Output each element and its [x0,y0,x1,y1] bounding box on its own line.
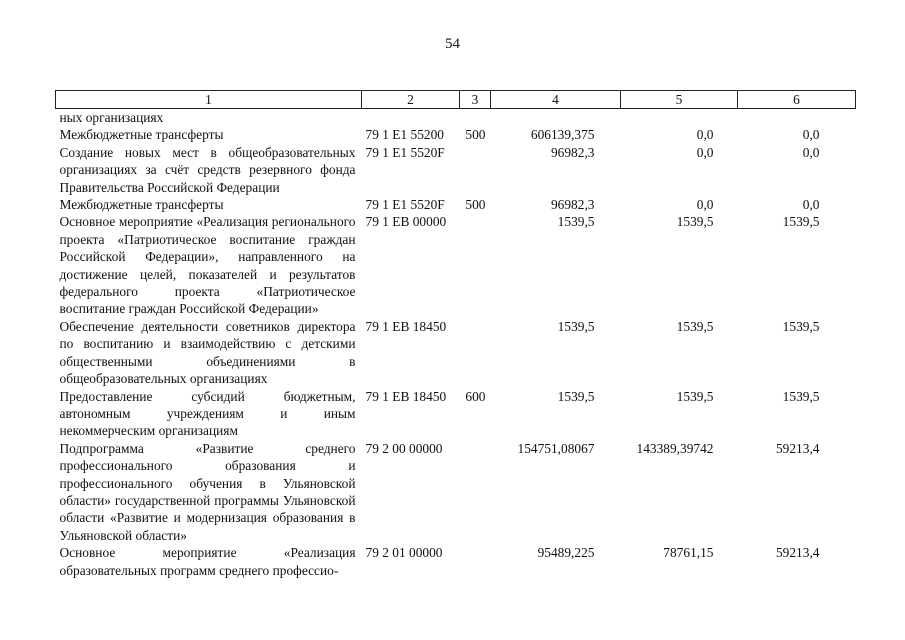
row-name: ных организациях [59,110,164,125]
row-amount-col4: 96982,3 [550,144,595,160]
header-col-2: 2 [362,91,460,109]
row-amount-col6: 1539,5 [782,214,820,230]
table-row [56,196,856,213]
header-col-3: 3 [460,91,491,109]
row-amount-col4: 1539,5 [557,318,595,334]
row-expense-type [460,213,491,317]
row-amount-col6: 59213,4 [775,440,820,456]
row-amount-col6: 1539,5 [782,318,820,334]
row-amount-col5: 1539,5 [676,388,714,404]
row-amount-col4: 1539,5 [557,388,595,404]
table-row [56,109,856,127]
row-name: Предоставление субсидий бюджетным, автономным учреждениям и иным некоммерческим организациям [59,388,356,439]
row-target-code: 79 1 ЕВ 00000 [365,214,447,230]
table-row [56,213,856,317]
table-row [56,126,856,143]
table-row [56,440,856,544]
row-name: Основное мероприятие «Реализация образовательных программ среднего профессио- [59,545,356,578]
table-row [56,144,856,196]
row-amount-col4: 1539,5 [557,214,595,230]
table-row [56,388,856,440]
row-target-code: 79 2 00 00000 [365,440,443,456]
row-amount-col5: 1539,5 [676,318,714,334]
row-target-code: 79 1 Е1 5520F [365,144,445,160]
page-number: 54 [445,36,460,52]
row-amount-col4 [491,109,621,127]
row-target-code [362,109,460,127]
row-expense-type [460,109,491,127]
row-amount-col5: 143389,39742 [636,440,714,456]
row-target-code: 79 1 ЕВ 18450 [365,318,447,334]
row-expense-type [460,544,491,579]
row-amount-col5: 78761,15 [663,545,714,561]
row-expense-type [460,440,491,544]
header-col-1: 1 [56,91,362,109]
row-amount-col6: 0,0 [802,127,820,143]
table-body [56,109,856,579]
table-row [56,544,856,579]
row-name: Подпрограмма «Развитие среднего профессионального образования и профессионального обучения в Ульяновской области» государственной программы Ульяновской области «Развитие и модернизация образования в Ульяновской области» [59,440,356,543]
row-expense-type: 600 [465,388,486,404]
row-target-code: 79 1 ЕВ 18450 [365,388,447,404]
row-amount-col4: 96982,3 [550,197,595,213]
budget-table [55,90,856,579]
row-name: Межбюджетные трансферты [59,197,224,213]
row-amount-col4: 154751,08067 [517,440,595,456]
row-target-code: 79 1 Е1 55200 [365,127,444,143]
row-expense-type [460,144,491,196]
header-col-5: 5 [621,91,738,109]
table-row [56,318,856,388]
table-header [56,91,856,109]
row-name: Обеспечение деятельности советников директора по воспитанию и взаимодействию с детскими общественными объединениями в общеобразовательных организациях [59,318,356,387]
row-amount-col6: 1539,5 [782,388,820,404]
row-amount-col6: 0,0 [802,144,820,160]
row-target-code: 79 1 Е1 5520F [365,197,445,213]
row-amount-col6 [738,109,856,127]
row-amount-col5 [621,109,738,127]
row-amount-col6: 0,0 [802,197,820,213]
row-expense-type: 500 [465,127,486,143]
row-amount-col5: 0,0 [696,197,714,213]
header-col-4: 4 [491,91,621,109]
row-expense-type: 500 [465,197,486,213]
header-col-6: 6 [738,91,856,109]
row-name: Межбюджетные трансферты [59,127,224,143]
row-amount-col4: 95489,225 [537,545,595,561]
row-name: Создание новых мест в общеобразовательных организациях за счёт средств резервного фонда Правительства Российской Федерации [59,144,356,195]
row-amount-col6: 59213,4 [775,545,820,561]
row-amount-col4: 606139,375 [530,127,595,143]
row-name: Основное мероприятие «Реализация регионального проекта «Патриотическое воспитание граждан Российской Федерации», направленного на достижение целей, показателей и результатов федерального проекта «Патриотическое воспитание граждан Российской Федерации» [59,214,356,317]
row-expense-type [460,318,491,388]
row-amount-col5: 0,0 [696,144,714,160]
row-amount-col5: 1539,5 [676,214,714,230]
row-amount-col5: 0,0 [696,127,714,143]
row-target-code: 79 2 01 00000 [365,545,443,561]
header-row [56,91,856,109]
